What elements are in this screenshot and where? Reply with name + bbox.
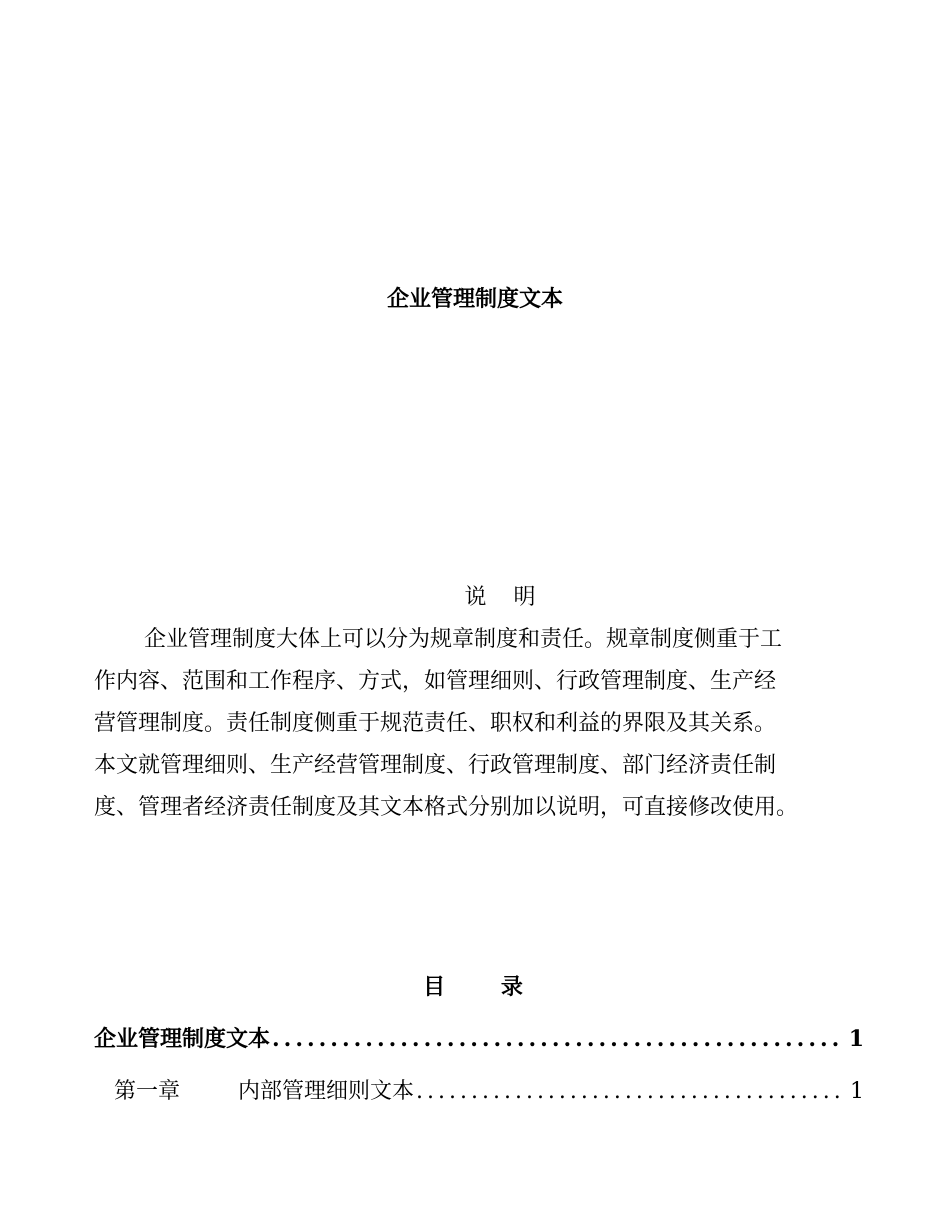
description-heading: 说 明 bbox=[464, 585, 546, 610]
document-title: 企业管理制度文本 bbox=[386, 286, 563, 312]
toc-heading: 目 录 bbox=[423, 974, 547, 1000]
toc-dot-leader bbox=[272, 1026, 845, 1052]
toc-entry-title: 企业管理制度文本 bbox=[94, 1026, 271, 1052]
description-line: 营管理制度。责任制度侧重于规范责任、职权和利益的界限及其关系。 bbox=[94, 711, 777, 736]
toc-entry[interactable] bbox=[94, 1022, 864, 1053]
toc-page-number: 1 bbox=[848, 1026, 864, 1052]
description-line: 本文就管理细则、生产经营管理制度、行政管理制度、部门经济责任制 bbox=[94, 753, 777, 778]
description-line: 企业管理制度大体上可以分为规章制度和责任。规章制度侧重于工 bbox=[144, 627, 783, 652]
description-line: 度、管理者经济责任制度及其文本格式分别加以说明，可直接修改使用。 bbox=[94, 795, 799, 820]
toc-entry-title: 内部管理细则文本 bbox=[238, 1079, 415, 1104]
toc-chapter-number: 第一章 bbox=[114, 1079, 181, 1104]
description-line: 作内容、范围和工作程序、方式，如管理细则、行政管理制度、生产经 bbox=[94, 669, 777, 694]
toc-entry[interactable] bbox=[114, 1074, 864, 1105]
description-paragraph bbox=[94, 619, 884, 829]
toc-page-number: 1 bbox=[850, 1079, 864, 1104]
toc-dot-leader bbox=[416, 1079, 846, 1104]
